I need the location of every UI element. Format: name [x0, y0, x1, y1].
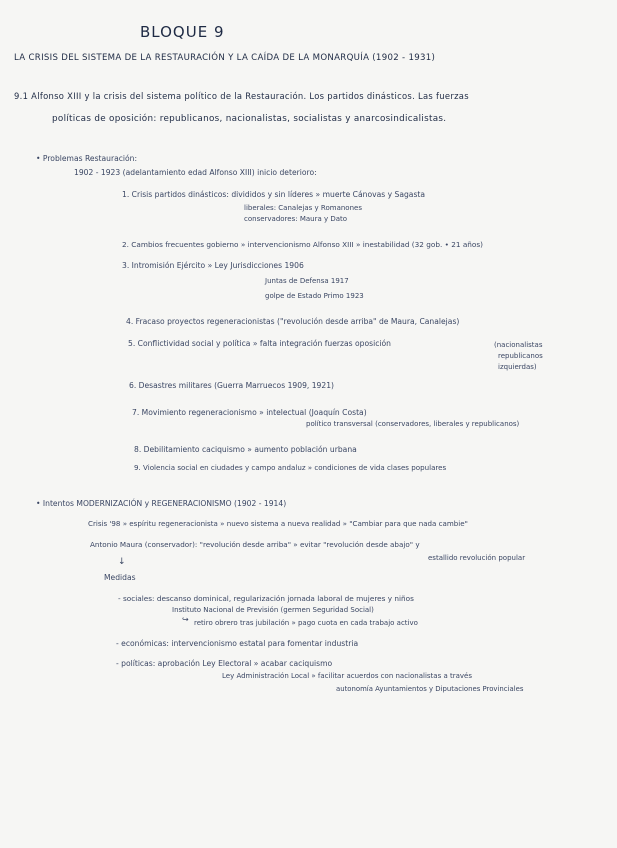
- down-arrow-icon: ↓: [118, 557, 126, 567]
- problems-period: 1902 - 1923 (adelantamiento edad Alfonso XIII) inicio deterioro:: [74, 168, 317, 177]
- problem-3-line-3: golpe de Estado Primo 1923: [265, 292, 364, 300]
- problem-1-line-2: liberales: Canalejas y Romanones: [244, 204, 362, 212]
- measure-political-1: - políticas: aprobación Ley Electoral » acabar caciquismo: [116, 659, 333, 668]
- attempts-maura-line: Antonio Maura (conservador): "revolución desde arriba" » evitar "revolución desde abajo" y: [90, 540, 420, 549]
- problem-8-line-1: 8. Debilitamiento caciquismo » aumento población urbana: [134, 445, 357, 454]
- problem-3-line-2: Juntas de Defensa 1917: [265, 277, 349, 285]
- problem-7-line-2: político transversal (conservadores, liberales y republicanos): [306, 420, 520, 428]
- problem-4-line-1: 4. Fracaso proyectos regeneracionistas ("revolución desde arriba" de Maura, Canalejas): [126, 317, 460, 326]
- problem-5-bracket-1: (nacionalistas: [494, 341, 543, 349]
- measure-political-3: autonomía Ayuntamientos y Diputaciones Provinciales: [336, 685, 524, 693]
- measure-social-1: - sociales: descanso dominical, regularización jornada laboral de mujeres y niños: [118, 594, 414, 603]
- problem-9-line-1: 9. Violencia social en ciudades y campo andaluz » condiciones de vida clases populares: [134, 463, 447, 472]
- problem-1-line-1: 1. Crisis partidos dinásticos: divididos y sin líderes » muerte Cánovas y Sagasta: [122, 190, 426, 199]
- measure-political-2: Ley Administración Local » facilitar acuerdos con nacionalistas a través: [222, 672, 472, 680]
- problem-5-line-1: 5. Conflictividad social y política » falta integración fuerzas oposición: [128, 339, 391, 348]
- attempts-crisis-line: Crisis '98 » espíritu regeneracionista » nuevo sistema a nueva realidad » "Cambiar para que nada cambie": [88, 519, 468, 528]
- attempts-maura-line-2: estallido revolución popular: [428, 554, 526, 562]
- problem-2-line-1: 2. Cambios frecuentes gobierno » intervencionismo Alfonso XIII » inestabilidad (32 gob. • 21 años): [122, 240, 484, 249]
- problem-5-bracket-2: republicanos: [498, 352, 543, 360]
- section-line-2: políticas de oposición: republicanos, nacionalistas, socialistas y anarcosindicalistas.: [52, 114, 447, 124]
- right-arrow-icon: ↪: [182, 615, 189, 624]
- measure-social-3: retiro obrero tras jubilación » pago cuota en cada trabajo activo: [194, 619, 418, 627]
- section-line-1: 9.1 Alfonso XIII y la crisis del sistema político de la Restauración. Los partidos dinásticos. Las fuerzas: [14, 91, 469, 101]
- measure-social-2: Instituto Nacional de Previsión (germen Seguridad Social): [172, 606, 374, 614]
- problem-3-line-1: 3. Intromisión Ejército » Ley Jurisdicciones 1906: [122, 261, 304, 270]
- problem-6-line-1: 6. Desastres militares (Guerra Marruecos 1909, 1921): [129, 381, 335, 390]
- problems-heading: • Problemas Restauración:: [36, 154, 138, 163]
- main-title: LA CRISIS DEL SISTEMA DE LA RESTAURACIÓN Y LA CAÍDA DE LA MONARQUÍA (1902 - 1931): [14, 53, 436, 63]
- problem-5-bracket-3: izquierdas): [498, 363, 537, 371]
- problem-7-line-1: 7. Movimiento regeneracionismo » intelectual (Joaquín Costa): [132, 408, 367, 417]
- measures-label: Medidas: [104, 573, 136, 582]
- attempts-heading: • Intentos MODERNIZACIÓN y REGENERACIONISMO (1902 - 1914): [36, 499, 287, 508]
- problem-1-line-3: conservadores: Maura y Dato: [244, 215, 348, 223]
- measure-economic: - económicas: intervencionismo estatal para fomentar industria: [116, 639, 359, 648]
- block-title: BLOQUE 9: [140, 23, 225, 41]
